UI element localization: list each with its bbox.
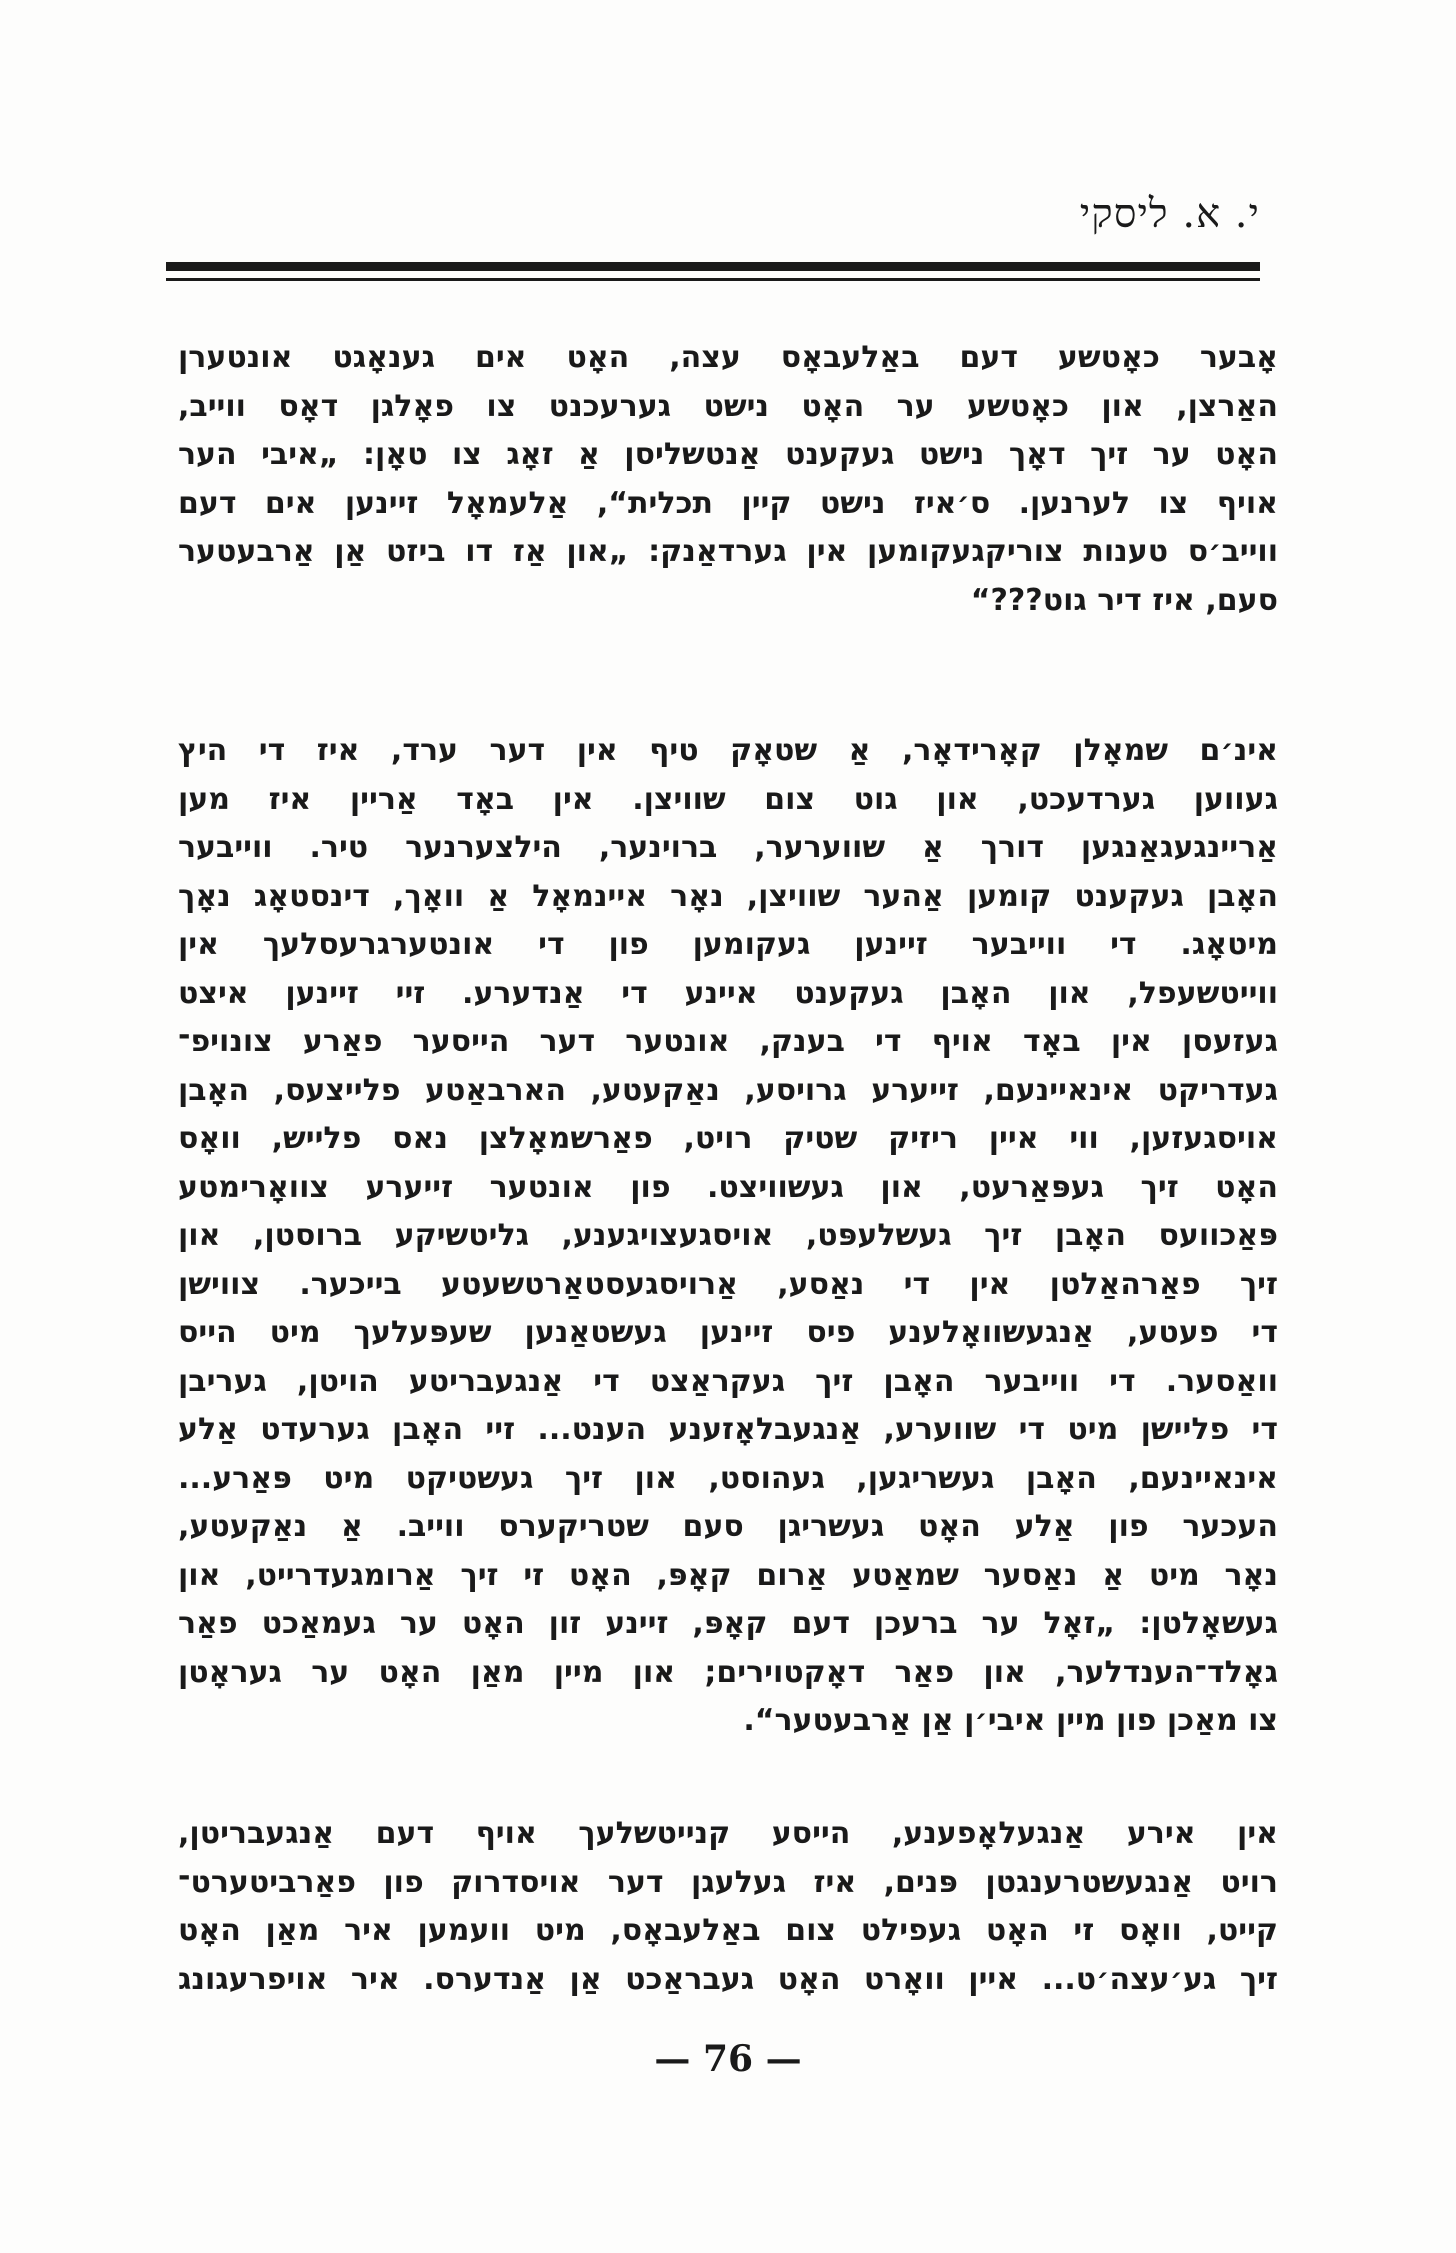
text-line: אינ׳ם שמאָלן קאָרידאָר, אַ שטאָק טיף אין דער ערד, איז די היץ xyxy=(178,733,1278,768)
text-line: אינאיינעם, האָבן געשריגען, געהוסט, און זיך געשטיקט מיט פּאַרע... xyxy=(178,1460,1278,1496)
text-line: גאָלד־הענדלער, און פאַר דאָקטוירים; און מיין מאַן האָט ער געראָטן xyxy=(178,1654,1278,1690)
running-head-author: י. א. ליסקי xyxy=(1079,191,1260,237)
text-line: אויסגעזען, ווי איין ריזיק שטיק רויט, פאַרשמאָלצן נאס פלייש, וואָס xyxy=(178,1121,1278,1156)
text-line: אין אירע אַנגעלאָפענע, הייסע קנייטשלעך אויף דעם אַנגעבריטן, xyxy=(178,1816,1278,1851)
text-line: געשאָלטן: „זאָל ער ברעכן דעם קאָפּ, זיינע זון האָט ער געמאַכט פאַר xyxy=(178,1606,1278,1641)
text-line: וואַסער. די ווייבער האָבן זיך געקראַצט די אַנגעבריטע הויטן, געריבן xyxy=(178,1363,1278,1399)
text-line: האָבן געקענט קומען אַהער שוויצן, נאָר איינמאָל אַ וואָך, דינסטאָג נאָך xyxy=(178,878,1278,914)
text-line: האָט ער זיך דאָך נישט געקענט אַנטשליסן אַ זאָג צו טאָן: „איבי הער xyxy=(178,437,1278,472)
text-line: זיך פאַרהאַלטן אין די נאַסע, אַרויסגעסטאַרטשעטע בייכער. צווישן xyxy=(178,1266,1278,1302)
text-line: רויט אַנגעשטרענגטן פּנים, איז געלעגן דער אויסדרוק פון פאַרביטערט־ xyxy=(178,1864,1278,1900)
text-line: העכער פון אַלע האָט געשריגן סעם שטריקערס ווייב. אַ נאַקעטע, xyxy=(178,1509,1278,1544)
text-line: זיך גע׳עצה׳ט... איין וואָרט האָט געבראַכט אַן אַנדערס. איר אויפרעגונג xyxy=(178,1961,1278,1997)
header-rule-thick xyxy=(166,262,1260,271)
text-line: אַריינגעגאַנגען דורך אַ שווערער, ברוינער, הילצערנער טיר. ווייבער xyxy=(178,830,1278,865)
text-line: אָבער כאָטשע דעם באַלעבאָס עצה, האָט אים גענאָגט אונטערן xyxy=(178,340,1278,375)
text-line: ווייב׳ס טענות צוריקגעקומען אין גערדאַנק: „און אַז דו ביזט אַן אַרבעטער xyxy=(178,534,1278,569)
text-line: מיטאָג. די ווייבער זיינען געקומען פון די אונטערגרעסלעך אין xyxy=(178,927,1278,962)
text-line: נאָר מיט אַ נאַסער שמאַטע אַרום קאָפּ, האָט זי זיך אַרומגעדרייט, און xyxy=(178,1557,1278,1593)
page-number: — 76 — xyxy=(654,2038,802,2080)
text-line: געווען גערדעכט, און גוט צום שוויצן. אין באָד אַריין איז מען xyxy=(178,781,1278,817)
text-line: קייט, וואָס זי האָט געפילט צום באַלעבאָס, מיט וועמען איר מאַן האָט xyxy=(178,1913,1278,1948)
text-line: געזעסן אין באָד אויף די בענק, אונטער דער הייסער פאַרע צונויפ־ xyxy=(178,1024,1278,1059)
paragraph-2 xyxy=(178,727,1278,1746)
text-line: פּאַכוועס האָבן זיך געשלעפּט, אויסגעצויגענע, גליטשיקע ברוסטן, און xyxy=(178,1218,1278,1253)
text-line: סעם, איז דיר גוט???“ xyxy=(970,582,1278,618)
text-line: האַרצן, און כאָטשע ער האָט נישט גערעכנט צו פאָלגן דאָס ווייב, xyxy=(178,388,1278,424)
text-line: די פעטע, אַנגעשוואָלענע פיס זיינען געשטאַנען שעפּעלעך מיט הייס xyxy=(178,1315,1278,1350)
text-line: געדריקט אינאיינעם, זייערע גרויסע, נאַקעטע, הארבאַטע פלייצעס, האָבן xyxy=(178,1072,1278,1108)
header-rule-thin xyxy=(166,278,1260,281)
text-line: אויף צו לערנען. ס׳איז נישט קיין תכלית“, אַלעמאָל זיינען אים דעם xyxy=(178,485,1278,521)
text-line: ווייטשעפל, און האָבן געקענט איינע די אַנדערע. זיי זיינען איצט xyxy=(178,975,1278,1011)
text-line: האָט זיך געפּאַרעט, און געשוויצט. פון אונטער זייערע צוואָרימטע xyxy=(178,1169,1278,1205)
text-line: די פליישן מיט די שווערע, אַנגעבלאָזענע הענט... זיי האָבן גערעדט אַלע xyxy=(178,1412,1278,1447)
paragraph-3 xyxy=(178,1810,1278,2004)
text-line: צו מאַכן פון מיין איבי׳ן אַן אַרבעטער“. xyxy=(743,1703,1278,1738)
paragraph-1 xyxy=(178,334,1278,625)
